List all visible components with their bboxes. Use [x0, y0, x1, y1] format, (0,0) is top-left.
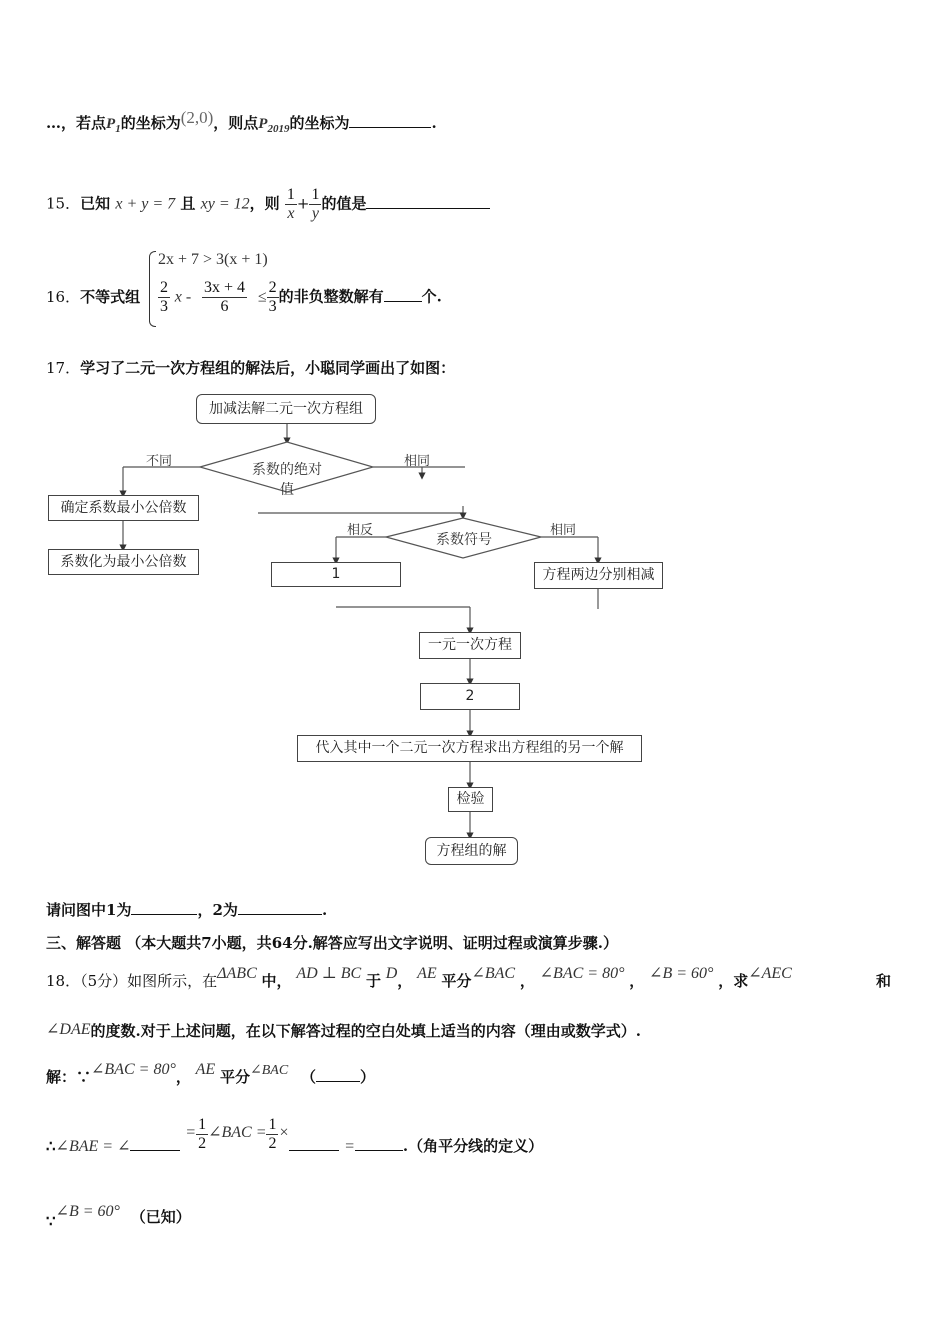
numerator: 2 [160, 279, 168, 296]
point-p1: P [106, 116, 116, 132]
math: ∠BAC = 80° [539, 965, 625, 982]
diamond-abs-label: 系数的绝对值 [252, 462, 322, 498]
text: 小题，共 [211, 934, 272, 952]
text: 7 [201, 934, 212, 952]
label-same-2: 相同 [550, 523, 577, 538]
numerator: 1 [198, 1116, 207, 1133]
label-different: 不同 [146, 454, 173, 469]
text: （ [300, 1068, 316, 1086]
flow-solution: 方程组的解 [425, 837, 518, 865]
text: ， [519, 972, 535, 990]
text: 三、解答题 （本大题共 [46, 934, 202, 952]
le-sign: ≤ [257, 288, 267, 306]
math: AE [195, 1061, 216, 1078]
numerator: 1 [286, 186, 295, 203]
numerator: 3x + 4 [204, 279, 246, 296]
text: 的值是 [321, 194, 367, 213]
denominator: 3 [268, 298, 277, 315]
math: ∠BAC = 80° [91, 1061, 176, 1078]
text: 为 [222, 901, 238, 919]
text: ，求 [718, 972, 749, 990]
flow-substitute: 代入其中一个二元一次方程求出方程组的另一个解 [297, 735, 642, 762]
flow-check: 检验 [448, 787, 493, 812]
solution-line-2 [46, 1116, 543, 1160]
flow-subtract: 方程两边分别相减 [534, 562, 663, 589]
answer-blank[interactable] [316, 1080, 360, 1082]
numerator: 2 [268, 279, 277, 296]
text: ， [197, 901, 213, 919]
answer-blank-1[interactable] [131, 913, 197, 915]
text: ，则点 [213, 114, 259, 132]
math: ∠BAC [471, 965, 516, 982]
text: ， [175, 1068, 191, 1086]
solution-line-1 [46, 1061, 375, 1087]
text: 平分 [441, 972, 472, 990]
coordinate: (2,0) [180, 108, 214, 127]
text: 解：∵ [46, 1068, 92, 1086]
flow-start: 加减法解二元一次方程组 [196, 394, 376, 424]
answer-blank[interactable] [355, 1149, 403, 1151]
denominator: 3 [160, 298, 168, 315]
text: ， [629, 972, 645, 990]
text: 64 [271, 934, 293, 952]
question-18 [46, 965, 896, 991]
math: ∠BAC = [208, 1123, 267, 1141]
text: 2 [212, 901, 223, 919]
denominator: y [311, 205, 319, 222]
flow-one-variable: 一元一次方程 [419, 632, 521, 659]
diamond-sign-label: 系数符号 [436, 532, 492, 548]
math: × [278, 1123, 290, 1141]
subscript: 1 [115, 123, 121, 135]
inequality-1: 2x + 7 > 3(x + 1) [158, 251, 268, 268]
text: 学习了二元一次方程组的解法后，小聪同学画出了如图： [80, 359, 456, 377]
math: = [185, 1123, 197, 1141]
question-17-answer [46, 899, 327, 920]
text: 请问图中 [46, 901, 107, 919]
math: D [385, 965, 398, 982]
text: ， [397, 972, 413, 990]
label-same-1: 相同 [404, 454, 431, 469]
text: 中， [261, 972, 292, 990]
denominator: x [287, 205, 295, 222]
math: ∠BAE = ∠ [55, 1137, 131, 1155]
text: 于 [365, 972, 381, 990]
variable: x - [174, 288, 192, 306]
math: ∠BAC [249, 1063, 289, 1078]
text: 的坐标为 [289, 114, 350, 132]
math: AE [417, 965, 437, 982]
question-number: 18．（5分）如图所示，在 [46, 972, 218, 990]
denominator: 6 [220, 298, 229, 315]
subscript: 2019 [267, 123, 290, 135]
text: . [321, 901, 328, 919]
point-p2019: P [258, 116, 268, 132]
numerator: 1 [311, 186, 320, 203]
text: 的度数.对于上述问题，在以下解答过程的空白处填上适当的内容（理由或数学式）. [90, 1022, 641, 1040]
text: 为 [116, 901, 132, 919]
text: 1 [106, 901, 117, 919]
label-opposite: 相反 [347, 523, 374, 538]
text: .（角平分线的定义） [402, 1136, 544, 1155]
text: 不等式组 [80, 288, 141, 306]
denominator: 2 [198, 1135, 207, 1152]
answer-blank[interactable] [130, 1149, 180, 1151]
solution-line-3 [46, 1203, 191, 1230]
numerator: 1 [268, 1116, 277, 1133]
text: 平分 [219, 1068, 250, 1086]
text: 个. [421, 287, 442, 306]
text: 分.解答应写出文字说明、证明过程或演算步骤.） [292, 934, 619, 952]
text: 的非负整数解有 [278, 287, 384, 306]
text: 的坐标为 [120, 114, 181, 132]
text: 和 [876, 972, 892, 990]
text: 且 [180, 194, 196, 213]
math: ∠B = 60° [55, 1203, 120, 1220]
math: ΔABC [217, 965, 257, 982]
math: ∠AEC [748, 965, 792, 982]
text: 已知 [80, 194, 111, 213]
fraction-half [266, 1116, 278, 1153]
math: ∠B = 60° [649, 965, 714, 982]
text: …，若点 [46, 114, 107, 132]
flow-lcm: 确定系数最小公倍数 [48, 495, 199, 521]
equation: xy = 12 [200, 195, 250, 213]
question-number: 16． [46, 288, 81, 306]
text: ） [359, 1068, 375, 1086]
flow-blank-2: 2 [420, 683, 520, 710]
equation: x + y = 7 [115, 195, 176, 213]
section-3-header [46, 932, 618, 953]
text: ∴ [46, 1136, 56, 1155]
math: AD ⊥ BC [296, 965, 362, 982]
question-number: 15． [46, 194, 81, 213]
question-number: 17． [46, 359, 81, 377]
fraction-half [196, 1116, 208, 1153]
flow-blank-1: 1 [271, 562, 401, 587]
text: ∵ [46, 1212, 56, 1230]
math: ∠DAE [46, 1021, 91, 1038]
plus: + [296, 194, 310, 213]
text: （已知） [130, 1208, 191, 1226]
answer-blank[interactable] [289, 1149, 339, 1151]
flow-to-lcm: 系数化为最小公倍数 [48, 549, 199, 575]
text: ，则 [249, 194, 280, 213]
math: = [344, 1137, 355, 1155]
answer-blank-2[interactable] [238, 913, 322, 915]
question-18-cont [46, 1020, 641, 1041]
denominator: 2 [268, 1135, 277, 1152]
text: . [431, 114, 437, 132]
